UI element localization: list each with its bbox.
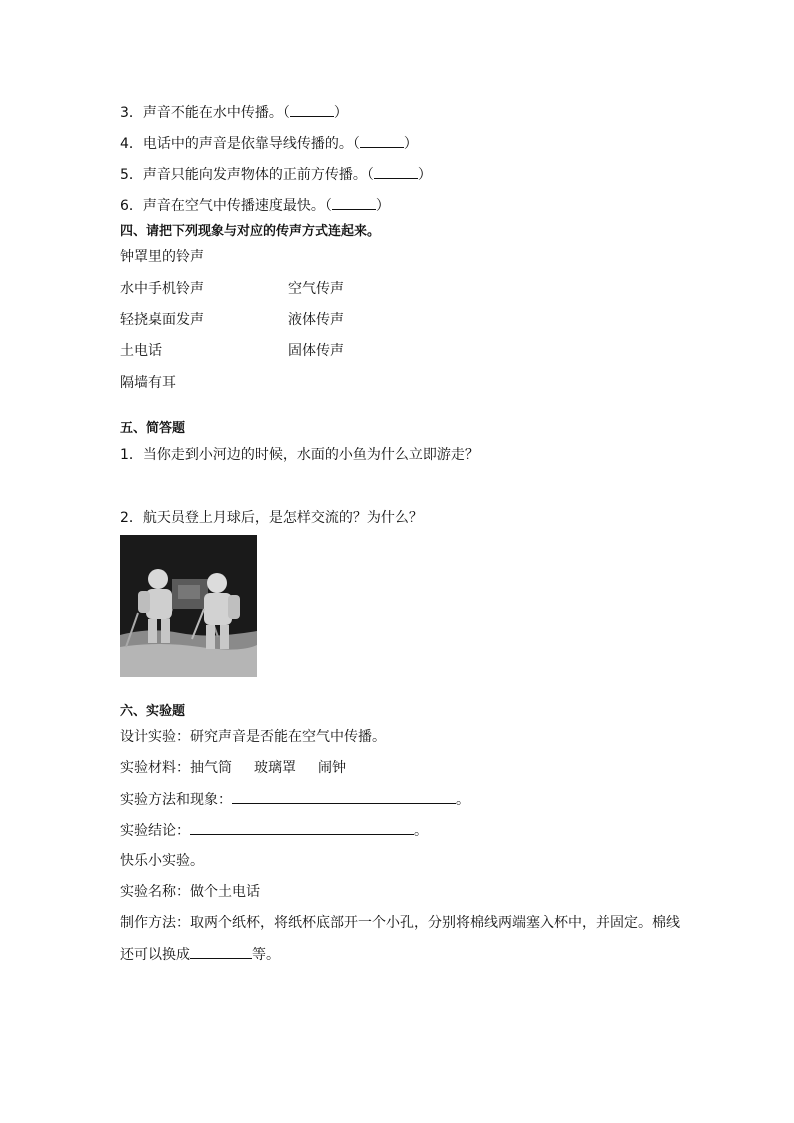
short-answer-question-2: 2．航天员登上月球后，是怎样交流的？为什么？ (120, 510, 423, 526)
match-right-item[interactable]: 固体传声 (288, 343, 344, 359)
match-left-item[interactable]: 轻挠桌面发声 (120, 312, 204, 328)
experiment-method-text-line2: 还可以换成 等。 (120, 944, 280, 965)
match-left-item[interactable]: 土电话 (120, 343, 162, 359)
short-answer-question-1: 1．当你走到小河边的时候，水面的小鱼为什么立即游走？ (120, 447, 479, 463)
experiment-name: 实验名称：做个土电话 (120, 884, 260, 900)
fun-experiment-title: 快乐小实验。 (120, 853, 204, 869)
experiment-method-text-line1: 制作方法：取两个纸杯，将纸杯底部开一个小孔，分别将棉线两端塞入杯中，并固定。棉线 (120, 915, 680, 931)
section4-heading: 四、请把下列现象与对应的传声方式连起来。 (120, 224, 381, 239)
experiment-design: 设计实验：研究声音是否能在空气中传播。 (120, 729, 386, 745)
section5-heading: 五、简答题 (120, 421, 186, 436)
astronauts-illustration (120, 535, 257, 677)
answer-blank[interactable] (332, 195, 376, 210)
question-6: 6．声音在空气中传播速度最快。（ ） (120, 195, 390, 216)
experiment-method: 实验方法和现象： 。 (120, 789, 470, 810)
match-left-item[interactable]: 水中手机铃声 (120, 281, 204, 297)
answer-blank[interactable] (360, 133, 404, 148)
experiment-materials: 实验材料：抽气筒 玻璃罩 闹钟 (120, 760, 346, 776)
match-left-item[interactable]: 隔墙有耳 (120, 375, 176, 391)
match-right-item[interactable]: 液体传声 (288, 312, 344, 328)
conclusion-answer-blank[interactable] (190, 820, 414, 835)
match-right-item[interactable]: 空气传声 (288, 281, 344, 297)
replacement-answer-blank[interactable] (190, 944, 252, 959)
match-left-item[interactable]: 钟罩里的铃声 (120, 249, 204, 265)
question-3: 3．声音不能在水中传播。（ ） (120, 102, 348, 123)
answer-blank[interactable] (290, 102, 334, 117)
question-4: 4．电话中的声音是依靠导线传播的。（ ） (120, 133, 418, 154)
answer-blank[interactable] (374, 164, 418, 179)
material-item: 玻璃罩 (254, 760, 296, 776)
material-item: 抽气筒 (190, 760, 232, 776)
question-5: 5．声音只能向发声物体的正前方传播。（ ） (120, 164, 432, 185)
experiment-conclusion: 实验结论： 。 (120, 820, 428, 841)
section6-heading: 六、实验题 (120, 704, 186, 719)
material-item: 闹钟 (318, 760, 346, 776)
astronauts-on-moon-photo (120, 535, 257, 677)
method-answer-blank[interactable] (232, 789, 456, 804)
